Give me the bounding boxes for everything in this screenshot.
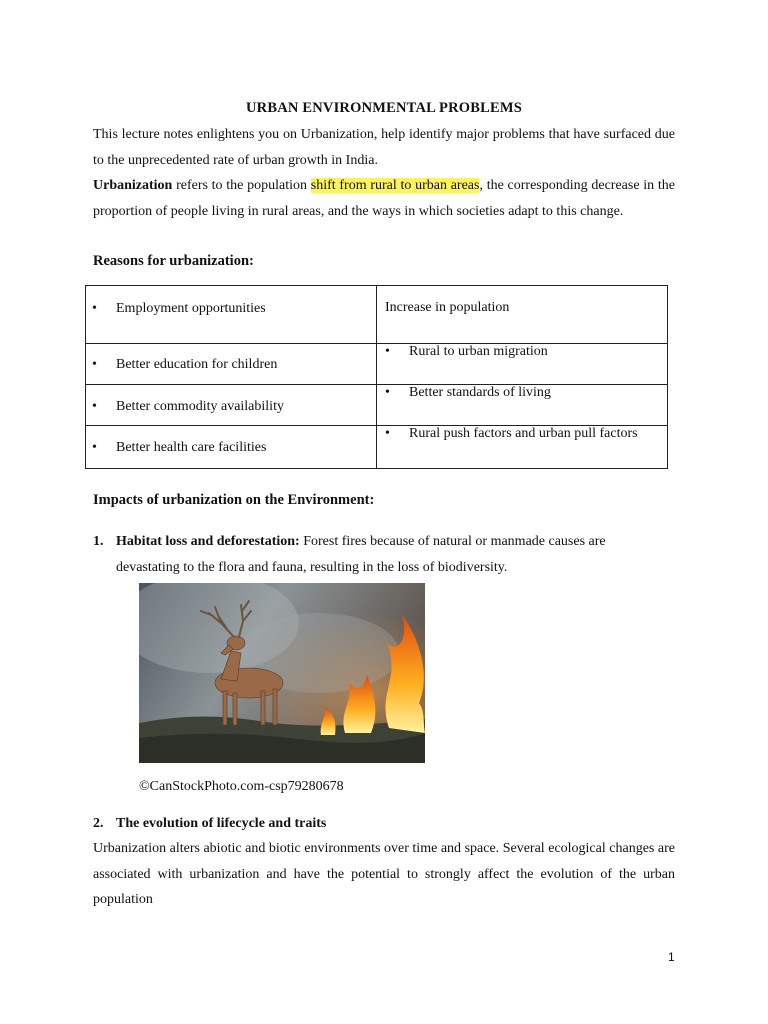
table-cell [377,286,668,344]
reason-left-item: Employment opportunities [116,301,266,316]
list-item-title: The evolution of lifecycle and traits [116,816,327,831]
bullet-icon: • [92,301,97,316]
page-title: URBAN ENVIRONMENTAL PROBLEMS [245,100,523,116]
table-cell [86,344,377,385]
list-item-continuation: devastating to the flora and fauna, resulting in the loss of biodiversity. [116,560,508,575]
reason-left-item: Better education for children [116,357,278,372]
definition-paragraph [93,173,675,224]
table-row [86,344,668,385]
bullet-icon: • [385,426,390,441]
reasons-heading: Reasons for urbanization: [93,253,254,269]
bullet-icon: • [92,440,97,455]
page-number: 1 [668,950,675,964]
list-number: 1. [93,534,104,549]
definition-text-after: , the corresponding decrease in the proportion of people living in rural areas, and the ways in which societies adapt to this change. [93,178,675,219]
table-cell [86,385,377,426]
table-cell [377,344,668,385]
definition-text-before: refers to the population [172,178,311,193]
reason-right-item: Rural push factors and urban pull factors [409,426,638,441]
reason-left-item: Better health care facilities [116,440,267,455]
definition-term: Urbanization [93,178,173,193]
table-row [86,426,668,469]
reason-right-item: Better standards of living [409,385,551,400]
list-number: 2. [93,816,104,831]
table-row [86,385,668,426]
bullet-icon: • [385,385,390,400]
image-credit: ©CanStockPhoto.com-csp79280678 [139,779,344,794]
bullet-icon: • [385,344,390,359]
bullet-icon: • [92,357,97,372]
list-item-heading [93,811,675,837]
evolution-paragraph: Urbanization alters abiotic and biotic environments over time and space. Several ecological changes are associated with urbanization and have the potential to strongly affect the evolution of the urban population [93,841,675,907]
list-item-title: Habitat loss and deforestation: [116,534,300,549]
impacts-heading: Impacts of urbanization on the Environment: [93,492,375,508]
list-item-heading [93,529,675,555]
bullet-icon: • [92,399,97,414]
table-cell [377,426,668,469]
deer-forest-fire-photo [139,583,425,763]
list-item-text: Forest fires because of natural or manmade causes are [299,534,606,549]
reason-left-item: Better commodity availability [116,399,284,414]
table-row [86,286,668,344]
table-cell [86,426,377,469]
intro-paragraph: This lecture notes enlightens you on Urbanization, help identify major problems that have surfaced due to the unprecedented rate of urban growth in India. [93,127,675,168]
reason-right-header: Increase in population [385,300,510,315]
reason-right-item: Rural to urban migration [409,344,548,359]
table-cell [377,385,668,426]
table-cell [86,286,377,344]
highlighted-text: shift from rural to urban areas [310,178,480,193]
reasons-table [85,285,668,469]
